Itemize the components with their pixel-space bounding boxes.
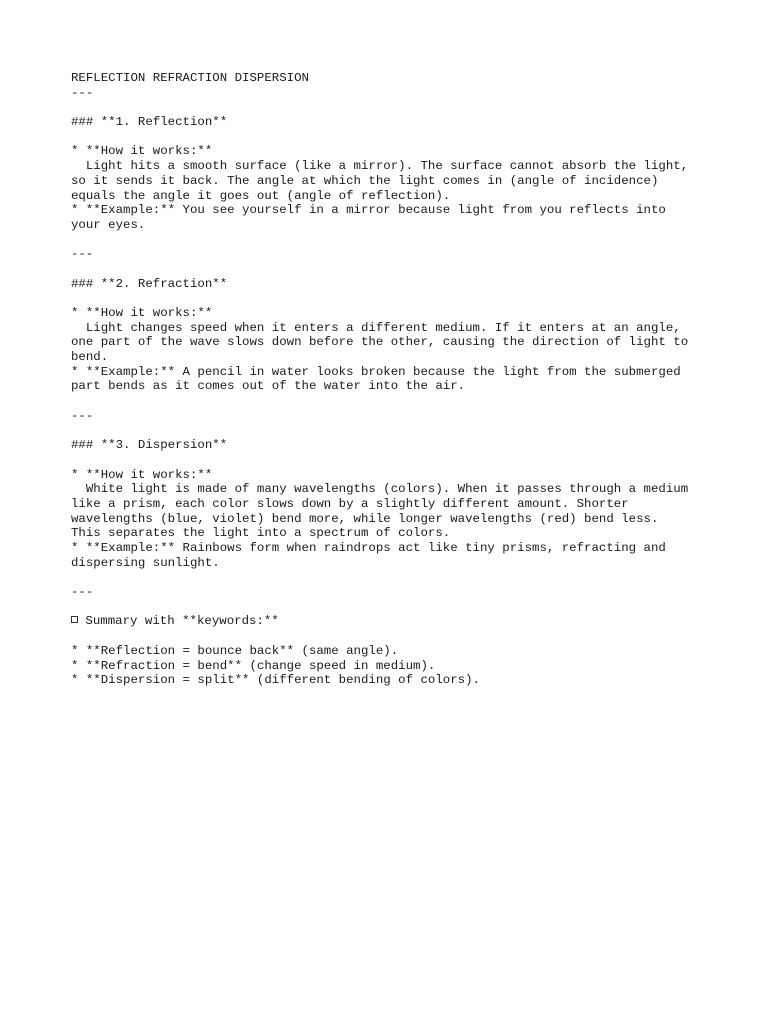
divider-rule: --- xyxy=(71,585,94,600)
how-it-works-text: equals the angle it goes out (angle of reflection). xyxy=(71,188,451,203)
blank-line xyxy=(71,100,711,115)
how-it-works-label: * **How it works:** xyxy=(71,306,213,320)
blank-line xyxy=(71,130,711,145)
how-it-works-text: one part of the wave slows down before the other, causing the direction of light to xyxy=(71,335,689,350)
blank-line xyxy=(71,233,711,248)
how-it-works-text: bend. xyxy=(71,350,109,365)
example-text: * **Example:** Rainbows form when raindrops act like tiny prisms, refracting and xyxy=(71,541,666,555)
how-it-works-label: * **How it works:** xyxy=(71,467,213,482)
how-it-works-text: Light changes speed when it enters a different medium. If it enters at an angle, xyxy=(71,320,681,335)
document-page xyxy=(71,71,711,688)
how-it-works-text: so it sends it back. The angle at which the light comes in (angle of incidence) xyxy=(71,173,659,188)
section-heading-reflection: ### **1. Reflection** xyxy=(71,115,228,130)
divider-rule: --- xyxy=(71,408,94,423)
how-it-works-label: * **How it works:** xyxy=(71,144,213,159)
blank-line xyxy=(71,394,711,409)
blank-line xyxy=(71,424,711,439)
summary-label: Summary with **keywords:** xyxy=(78,614,279,629)
example-text: dispersing sunlight. xyxy=(71,555,220,570)
how-it-works-text: wavelengths (blue, violet) bend more, while longer wavelengths (red) bend less. xyxy=(71,511,659,526)
summary-heading xyxy=(71,614,711,629)
how-it-works-text: White light is made of many wavelengths (colors). When it passes through a medium xyxy=(71,482,689,497)
document-title: REFLECTION REFRACTION DISPERSION xyxy=(71,71,309,85)
summary-item: * **Reflection = bounce back** (same angle). xyxy=(71,643,399,658)
summary-item: * **Dispersion = split** (different bending of colors). xyxy=(71,673,480,688)
how-it-works-text: Light hits a smooth surface (like a mirror). The surface cannot absorb the light, xyxy=(71,159,689,174)
blank-line xyxy=(71,600,711,615)
divider-rule: --- xyxy=(71,85,94,100)
box-glyph-icon xyxy=(71,616,78,623)
example-text: * **Example:** A pencil in water looks broken because the light from the submerged xyxy=(71,364,681,379)
summary-item: * **Refraction = bend** (change speed in medium). xyxy=(71,658,436,673)
section-heading-dispersion: ### **3. Dispersion** xyxy=(71,438,228,453)
blank-line xyxy=(71,291,711,306)
how-it-works-text: like a prism, each color slows down by a slightly different amount. Shorter xyxy=(71,496,629,511)
blank-line xyxy=(71,262,711,277)
section-heading-refraction: ### **2. Refraction** xyxy=(71,276,228,291)
blank-line xyxy=(71,570,711,585)
how-it-works-text: This separates the light into a spectrum of colors. xyxy=(71,526,451,541)
blank-line xyxy=(71,453,711,468)
example-text: * **Example:** You see yourself in a mirror because light from you reflects into xyxy=(71,203,666,218)
blank-line xyxy=(71,629,711,644)
divider-rule: --- xyxy=(71,247,94,262)
example-text: part bends as it comes out of the water into the air. xyxy=(71,379,466,394)
example-text: your eyes. xyxy=(71,217,146,232)
